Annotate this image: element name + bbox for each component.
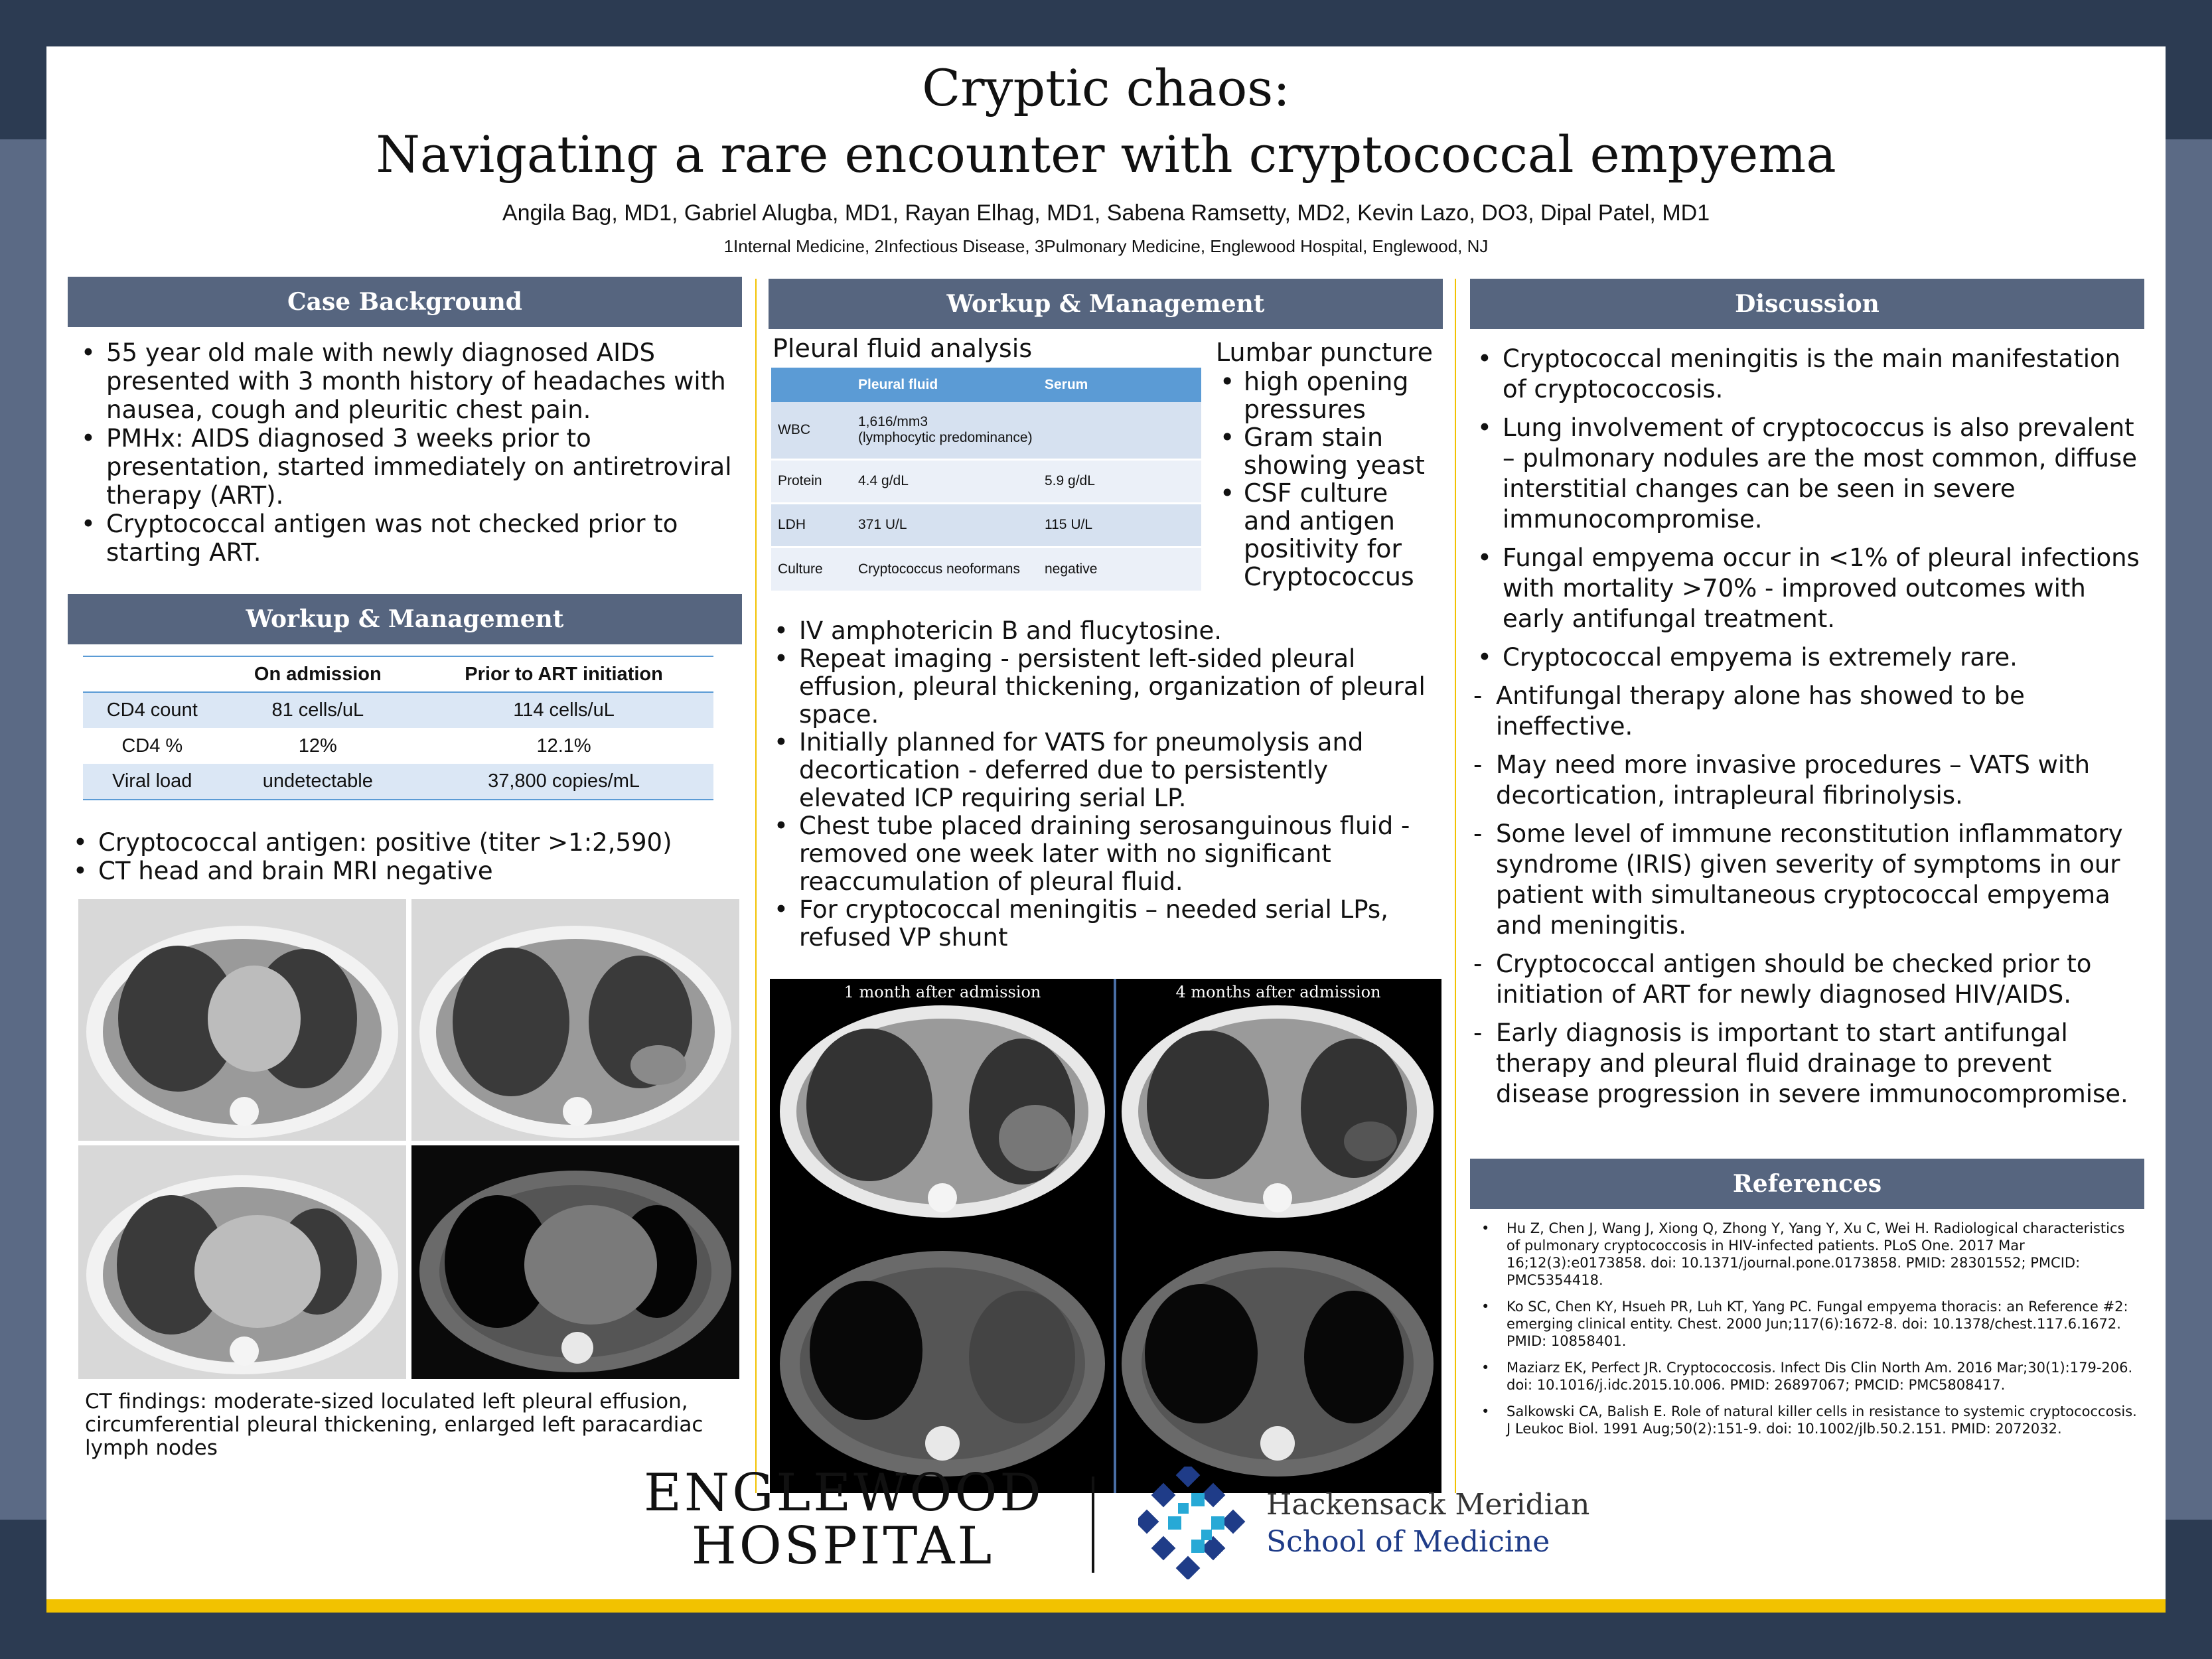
lumbar-puncture-bullet: • CSF culture and antigen positivity for Cryptococcus — [1216, 479, 1441, 591]
hospital-name-line1: ENGLEWOOD — [644, 1463, 1044, 1523]
pleural-table-cell: 4.4 g/dL — [858, 473, 909, 488]
ct-lung-window-image-2 — [411, 899, 739, 1141]
ct-caption: CT findings: moderate-sized loculated left pleural effusion, circumferential pleural thickening, enlarged left paracardiac lymph nodes — [85, 1390, 703, 1460]
cd4-table-cell: undetectable — [262, 770, 373, 792]
ct-label-4-months: 4 months after admission — [1175, 983, 1381, 1001]
lumbar-puncture-block — [1216, 338, 1441, 591]
logo-mark-graphic — [1138, 1467, 1251, 1579]
pleural-table-cell: WBC — [778, 422, 810, 438]
discussion-header: Discussion — [1470, 279, 2144, 329]
pleural-fluid-table — [771, 368, 1201, 591]
lumbar-puncture-bullet: • high opening pressures — [1216, 368, 1441, 423]
case-background-bullet: • 55 year old male with newly diagnosed AIDS presented with 3 month history of headaches with nausea, cough and pleuritic chest pain. — [77, 338, 741, 424]
ct-scan-graphic — [78, 899, 406, 1141]
references-header: References — [1470, 1159, 2144, 1209]
poster — [46, 46, 2166, 1613]
pleural-table-cell: Cryptococcus neoformans — [858, 561, 1020, 577]
table-row — [771, 459, 1201, 503]
cd4-table-header-cell — [83, 656, 222, 692]
table-row — [83, 692, 713, 728]
cd4-table-cell: 114 cells/uL — [513, 699, 615, 721]
cd4-table-cell: 12.1% — [536, 735, 591, 757]
reference-item: • Maziarz EK, Perfect JR. Cryptococcosis. Infect Dis Clin North Am. 2016 Mar;30(1):179-206. doi: 10.1016/j.idc.2015.10.006. PMID: 26897067; PMCID: PMC5808417. — [1477, 1359, 2141, 1394]
pleural-table-cell: 371 U/L — [858, 517, 907, 532]
followup-ct-graphic — [770, 979, 1441, 1493]
discussion-dash-item: - Some level of immune reconstitution inflammatory syndrome (IRIS) given severity of symptoms in our patient with simultaneous cryptococcal empyema and meningitis. — [1473, 819, 2144, 941]
discussion-dash-item: - Cryptococcal antigen should be checked prior to initiation of ART for newly diagnosed HIV/AIDS. — [1473, 949, 2144, 1010]
cd4-table-cell: 81 cells/uL — [271, 699, 364, 721]
workup-left-bullet: • Cryptococcal antigen: positive (titer >1:2,590) — [69, 828, 739, 857]
column-divider — [1455, 279, 1456, 1493]
discussion-bullet: • Lung involvement of cryptococcus is also prevalent – pulmonary nodules are the most common, diffuse interstitial changes can be seen in severe immunocompromise. — [1473, 413, 2144, 535]
workup-mid-header: Workup & Management — [769, 279, 1443, 329]
workup-left-bullets — [69, 828, 739, 885]
ct-lung-window-image-3 — [78, 1145, 406, 1379]
workup-left-bullet: • CT head and brain MRI negative — [69, 857, 739, 885]
discussion-bullet: • Cryptococcal meningitis is the main manifestation of cryptococcosis. — [1473, 344, 2144, 405]
references-list — [1477, 1220, 2141, 1447]
pleural-table-header-cell — [771, 368, 851, 402]
table-row — [771, 503, 1201, 547]
followup-ct-panel — [770, 979, 1441, 1493]
pleural-table-cell: 115 U/L — [1045, 517, 1092, 532]
gold-accent-bar — [46, 1599, 2166, 1613]
hospital-name-line2: HOSPITAL — [691, 1516, 995, 1576]
ct-scan-graphic — [78, 1145, 406, 1379]
englewood-hospital-logo — [644, 1463, 1044, 1576]
workup-left-header: Workup & Management — [68, 594, 742, 644]
workup-mid-bullet: • For cryptococcal meningitis – needed serial LPs, refused VP shunt — [770, 896, 1441, 952]
poster-title-line2: Navigating a rare encounter with cryptococcal empyema — [376, 125, 1836, 184]
workup-mid-bullet: • IV amphotericin B and flucytosine. — [770, 617, 1441, 645]
discussion-dash-item: - Early diagnosis is important to start antifungal therapy and pleural fluid drainage to prevent disease progression in severe immunocompromise. — [1473, 1018, 2144, 1110]
hackensack-meridian-logo-mark — [1138, 1467, 1251, 1579]
lumbar-puncture-bullet: • Gram stain showing yeast — [1216, 423, 1441, 479]
school-name-line2: School of Medicine — [1266, 1525, 1550, 1559]
pleural-table-cell: LDH — [778, 517, 806, 532]
ct-scan-graphic — [411, 899, 739, 1141]
ct-mediastinal-window-image — [411, 1145, 739, 1379]
table-row — [83, 764, 713, 800]
author-list: Angila Bag, MD1, Gabriel Alugba, MD1, Rayan Elhag, MD1, Sabena Ramsetty, MD2, Kevin Lazo, DO3, Dipal Patel, MD1 — [502, 200, 1710, 226]
logo-divider — [1092, 1477, 1094, 1573]
reference-item: • Hu Z, Chen J, Wang J, Xiong Q, Zhong Y, Yang Y, Xu C, Wei H. Radiological characteristics of pulmonary cryptococcosis in HIV-infected patients. PLoS One. 2017 Mar 16;12(3):e0173858. doi: 10.1371/journal.pone.0173858. PMID: 28301552; PMCID: PMC5354418. — [1477, 1220, 2141, 1289]
cd4-table-cell: Viral load — [112, 770, 192, 792]
table-row — [83, 728, 713, 764]
cd4-table-header-cell: Prior to ART initiation — [465, 663, 663, 685]
pleural-table-cell: Protein — [778, 473, 822, 488]
table-row — [771, 402, 1201, 459]
cd4-table-cell: CD4 % — [121, 735, 183, 757]
pleural-table-cell — [1038, 402, 1201, 459]
school-of-medicine-logo-text — [1266, 1486, 1611, 1561]
case-background-body — [77, 338, 741, 567]
reference-item: • Salkowski CA, Balish E. Role of natural killer cells in resistance to systemic cryptococcosis. J Leukoc Biol. 1991 Aug;50(2):151-9. doi: 10.1002/jlb.50.2.151. PMID: 2072032. — [1477, 1403, 2141, 1437]
pleural-fluid-title: Pleural fluid analysis — [773, 334, 1033, 363]
affiliations: 1Internal Medicine, 2Infectious Disease, 3Pulmonary Medicine, Englewood Hospital, Englewood, NJ — [723, 236, 1489, 256]
table-row — [771, 547, 1201, 591]
pleural-table-header-cell: Serum — [1045, 377, 1088, 392]
workup-mid-bullet: • Chest tube placed draining serosanguinous fluid - removed one week later with no significant reaccumulation of pleural fluid. — [770, 812, 1441, 896]
column-divider — [755, 279, 757, 1493]
case-background-bullet: • PMHx: AIDS diagnosed 3 weeks prior to presentation, started immediately on antiretroviral therapy (ART). — [77, 424, 741, 510]
pleural-table-cell: 1,616/mm3 (lymphocytic predominance) — [858, 414, 1033, 446]
case-background-header: Case Background — [68, 277, 742, 327]
lumbar-puncture-title: Lumbar puncture — [1216, 338, 1434, 367]
pleural-table-cell: negative — [1045, 561, 1098, 577]
cd4-table-cell: 37,800 copies/mL — [488, 770, 640, 792]
discussion-bullet: • Fungal empyema occur in <1% of pleural infections with mortality >70% - improved outcomes with early antifungal treatment. — [1473, 543, 2144, 634]
ct-scan-graphic — [411, 1145, 739, 1379]
pleural-table-cell: Culture — [778, 561, 823, 577]
workup-mid-bullet: • Repeat imaging - persistent left-sided pleural effusion, pleural thickening, organization of pleural space. — [770, 645, 1441, 729]
school-name-line1: Hackensack Meridian — [1266, 1488, 1590, 1522]
case-background-bullet: • Cryptococcal antigen was not checked prior to starting ART. — [77, 510, 741, 567]
cd4-table — [83, 656, 713, 800]
cd4-table-cell: 12% — [298, 735, 337, 757]
discussion-dash-item: - May need more invasive procedures – VATS with decortication, intrapleural fibrinolysis. — [1473, 750, 2144, 811]
ct-label-1-month: 1 month after admission — [844, 983, 1041, 1001]
discussion-body — [1473, 344, 2144, 1118]
poster-title-line1: Cryptic chaos: — [922, 58, 1290, 117]
cd4-table-cell: CD4 count — [106, 699, 198, 721]
cd4-table-header-cell: On admission — [254, 663, 382, 685]
discussion-bullet: • Cryptococcal empyema is extremely rare. — [1473, 642, 2144, 673]
pleural-table-header-cell: Pleural fluid — [858, 377, 938, 392]
ct-lung-window-image-1 — [78, 899, 406, 1141]
workup-mid-bullet: • Initially planned for VATS for pneumolysis and decortication - deferred due to persistently elevated ICP requiring serial LP. — [770, 729, 1441, 812]
reference-item: • Ko SC, Chen KY, Hsueh PR, Luh KT, Yang PC. Fungal empyema thoracis: an Reference #2: emerging clinical entity. Chest. 2000 Jun;117(6):1672-8. doi: 10.1378/chest.117.6.1672. PMID: 10858401. — [1477, 1298, 2141, 1350]
discussion-dash-item: - Antifungal therapy alone has showed to be ineffective. — [1473, 681, 2144, 742]
workup-mid-bullets — [770, 617, 1441, 952]
pleural-table-cell: 5.9 g/dL — [1045, 473, 1095, 488]
